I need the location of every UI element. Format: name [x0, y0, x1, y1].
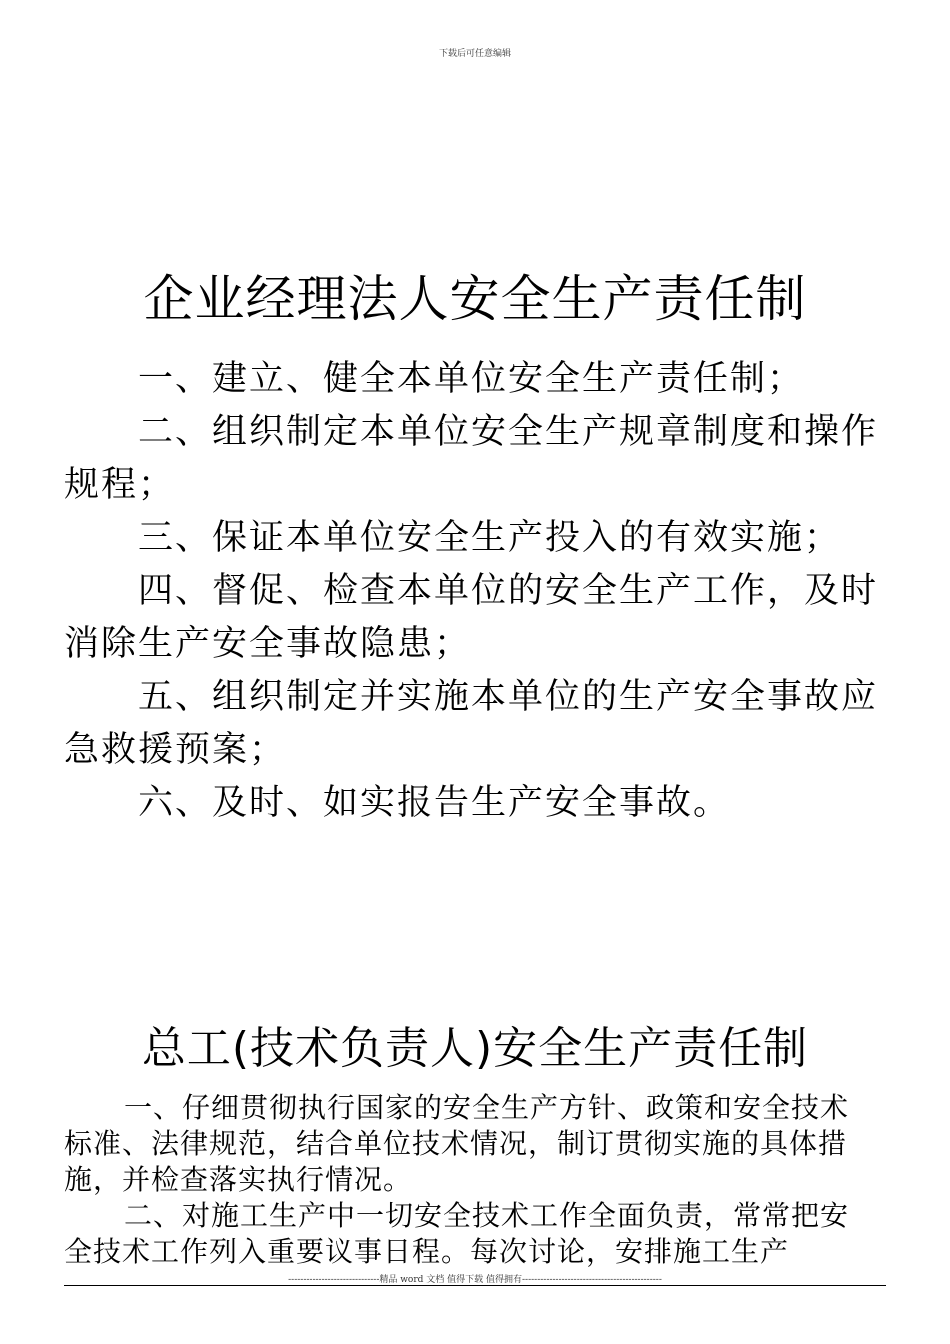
doc1-item-4: 四、督促、检查本单位的安全生产工作，及时消除生产安全事故隐患；	[64, 571, 879, 664]
footer-note: ------------------------------精品 word 文档 值得下载 值得拥有----------------------------------------------	[288, 1275, 662, 1285]
doc1-item-5: 五、组织制定并实施本单位的生产安全事故应急救援预案；	[64, 677, 879, 770]
doc1-items	[64, 353, 894, 830]
header-note: 下载后可任意编辑	[438, 49, 511, 59]
doc1-title: 企业经理法人安全生产责任制	[143, 269, 807, 328]
doc1-item-1: 一、建立、健全本单位安全生产责任制；	[138, 359, 805, 399]
footer-divider	[64, 1285, 886, 1286]
doc2-title: 总工(技术负责人)安全生产责任制	[141, 1022, 809, 1074]
doc2-item-2: 二、对施工生产中一切安全技术工作全面负责，常常把安全技术工作列入重要议事日程。每次讨论，安排施工生产	[64, 1199, 850, 1268]
doc1-item-2: 二、组织制定本单位安全生产规章制度和操作规程；	[64, 412, 879, 505]
doc2-items	[64, 1090, 864, 1270]
doc1-item-3: 三、保证本单位安全生产投入的有效实施；	[138, 518, 842, 558]
doc2-item-1: 一、仔细贯彻执行国家的安全生产方针、政策和安全技术标准、法律规范，结合单位技术情况，制订贯彻实施的具体措施，并检查落实执行情况。	[64, 1091, 850, 1196]
doc1-item-6: 六、及时、如实报告生产安全事故。	[138, 783, 731, 823]
